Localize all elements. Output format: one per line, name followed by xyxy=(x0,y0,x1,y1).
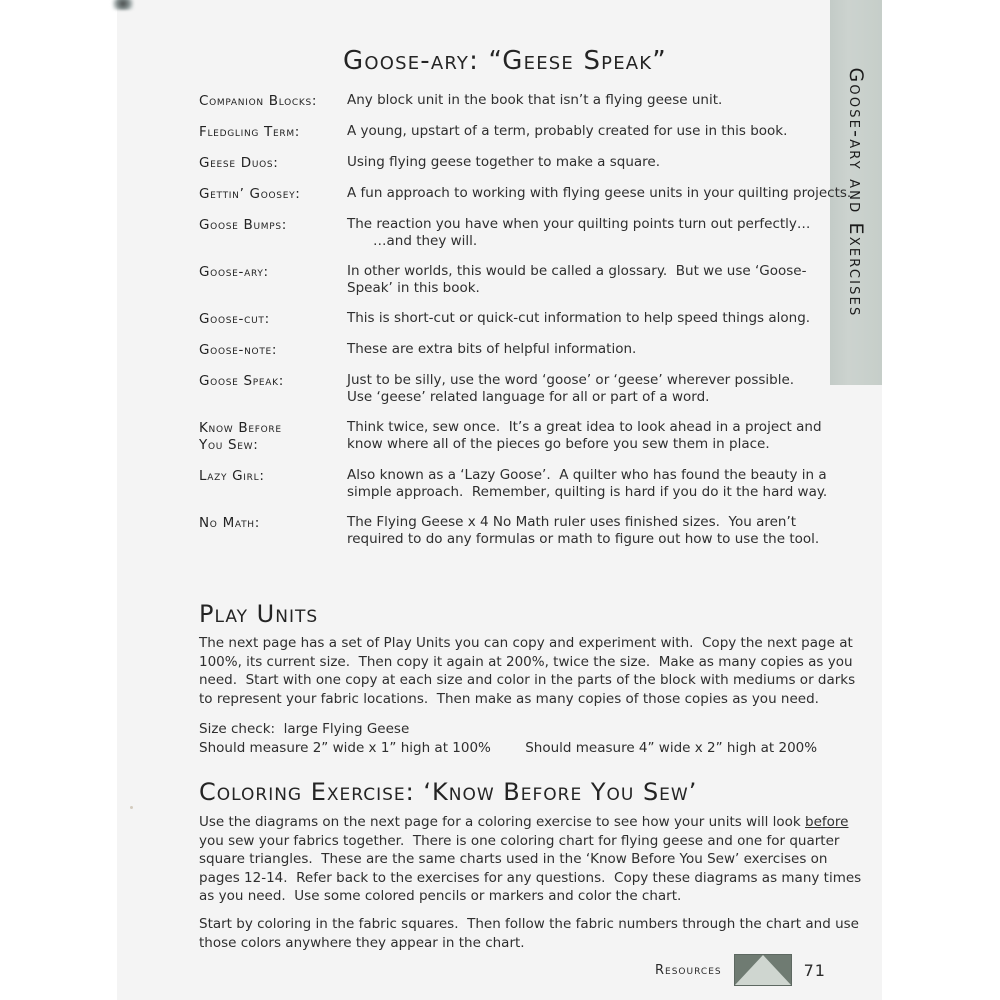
size-check-note xyxy=(199,720,829,757)
glossary-term-line: Goose-cut: xyxy=(199,311,270,327)
glossary-definition-line: In other worlds, this would be called a glossary. But we use ‘Goose- xyxy=(347,263,807,279)
glossary-definition xyxy=(347,467,827,501)
emphasis-before-word: before xyxy=(805,814,849,830)
glossary-definition-line: Use ‘geese’ related language for all or part of a word. xyxy=(347,389,710,405)
coloring-exercise-paragraph-2-line: those colors anywhere they appear in the chart. xyxy=(199,934,525,951)
glossary-definition xyxy=(347,372,819,406)
glossary-definition xyxy=(347,341,819,358)
glossary-term xyxy=(199,92,347,110)
glossary-entry xyxy=(199,216,819,250)
glossary-term xyxy=(199,263,347,281)
glossary-term-line: Goose Speak: xyxy=(199,373,285,389)
glossary-definition xyxy=(347,92,819,109)
glossary-definition xyxy=(347,514,819,548)
play-units-paragraph xyxy=(199,634,856,708)
coloring-exercise-heading: Coloring Exercise: ‘Know Before You Sew’ xyxy=(199,778,698,806)
play-units-paragraph-line: need. Start with one copy at each size and color in the parts of the block with mediums or darks xyxy=(199,672,856,688)
glossary-definition-line: Speak’ in this book. xyxy=(347,280,480,296)
glossary-list xyxy=(199,92,852,561)
flying-geese-unit-icon xyxy=(734,954,792,986)
coloring-exercise-paragraph-1 xyxy=(199,813,862,906)
glossary-definition xyxy=(347,154,819,171)
glossary-definition-line: Using flying geese together to make a square. xyxy=(347,154,661,170)
glossary-definition-line: Any block unit in the book that isn’t a flying geese unit. xyxy=(347,92,723,108)
glossary-entry xyxy=(199,154,819,172)
coloring-exercise-paragraph-1-line: square triangles. These are the same charts used in the ‘Know Before You Sew’ exercises on xyxy=(199,851,828,867)
glossary-entry xyxy=(199,467,828,501)
glossary-definition-line: These are extra bits of helpful information. xyxy=(347,341,637,357)
size-check-line: Should measure 2” wide x 1” high at 100% Should measure 4” wide x 2” high at 200% xyxy=(199,739,818,756)
coloring-exercise-paragraph-1-line xyxy=(199,813,849,832)
glossary-definition-line: The Flying Geese x 4 No Math ruler uses finished sizes. You aren’t xyxy=(347,514,797,530)
glossary-term xyxy=(199,216,347,234)
glossary-entry xyxy=(199,419,822,454)
glossary-term xyxy=(199,154,347,172)
glossary-term-line: Gettin’ Goosey: xyxy=(199,186,301,202)
glossary-entry xyxy=(199,92,819,110)
glossary-definition-line: This is short-cut or quick-cut information to help speed things along. xyxy=(347,310,811,326)
glossary-definition xyxy=(347,419,822,453)
glossary-term-line: You Sew: xyxy=(199,437,259,453)
glossary-entry xyxy=(199,263,819,297)
glossary-definition-line: A fun approach to working with flying geese units in your quilting projects. xyxy=(347,185,852,201)
footer-section-label: Resources xyxy=(655,962,722,978)
coloring-exercise-paragraph-1-line: you sew your fabrics together. There is one coloring chart for flying geese and one for quarter xyxy=(199,832,840,849)
coloring-exercise-paragraph-2 xyxy=(199,915,859,952)
glossary-term-line: Geese Duos: xyxy=(199,155,279,171)
glossary-entry xyxy=(199,341,819,359)
coloring-exercise-paragraph-1-line: pages 12-14. Refer back to the exercises for any questions. Copy these diagrams as many times xyxy=(199,869,862,886)
glossary-definition-line: simple approach. Remember, quilting is hard if you do it the hard way. xyxy=(347,484,828,500)
glossary-term-line: Goose-ary: xyxy=(199,264,269,280)
size-check-line: Size check: large Flying Geese xyxy=(199,721,410,737)
play-units-paragraph-line: to represent your fabric locations. Then make as many copies of those copies as you need. xyxy=(199,690,819,707)
glossary-term xyxy=(199,123,347,141)
play-units-paragraph-line: The next page has a set of Play Units you can copy and experiment with. Copy the next page at xyxy=(199,635,853,651)
scan-smudge-mark xyxy=(112,0,134,10)
glossary-term-line: Companion Blocks: xyxy=(199,93,318,109)
side-tab-label: Goose-ary and Exercises xyxy=(845,67,867,318)
play-units-heading: Play Units xyxy=(199,600,319,628)
glossary-term-line: Fledgling Term: xyxy=(199,124,301,140)
glossary-definition-line: Also known as a ‘Lazy Goose’. A quilter who has found the beauty in a xyxy=(347,467,827,483)
glossary-term xyxy=(199,185,347,203)
glossary-definition-line: Think twice, sew once. It’s a great idea to look ahead in a project and xyxy=(347,419,822,435)
glossary-entry xyxy=(199,372,819,406)
margin-speck-mark xyxy=(130,806,133,809)
play-units-paragraph-line: 100%, its current size. Then copy it again at 200%, twice the size. Make as many copies as you xyxy=(199,653,853,670)
glossary-definition xyxy=(347,263,819,297)
glossary-definition xyxy=(347,185,851,202)
glossary-term-line: Lazy Girl: xyxy=(199,468,265,484)
glossary-term-line: Goose-note: xyxy=(199,342,278,358)
glossary-entry xyxy=(199,310,819,328)
glossary-definition xyxy=(347,310,819,327)
glossary-definition xyxy=(347,216,819,250)
glossary-term xyxy=(199,372,347,390)
glossary-definition-line: The reaction you have when your quilting points turn out perfectly… xyxy=(347,216,811,232)
glossary-definition-line: Just to be silly, use the word ‘goose’ or ‘geese’ wherever possible. xyxy=(347,372,795,388)
glossary-entry xyxy=(199,185,852,203)
glossary-term-line: No Math: xyxy=(199,515,260,531)
glossary-term xyxy=(199,419,347,454)
page-footer xyxy=(655,954,826,986)
glossary-term xyxy=(199,341,347,359)
glossary-term xyxy=(199,514,347,532)
glossary-entry xyxy=(199,123,819,141)
coloring-paragraph-text: Use the diagrams on the next page for a coloring exercise to see how your units will look xyxy=(199,814,806,830)
glossary-term xyxy=(199,467,347,485)
glossary-definition-line: know where all of the pieces go before you sew them in place. xyxy=(347,436,770,452)
glossary-definition-line: A young, upstart of a term, probably created for use in this book. xyxy=(347,123,788,139)
glossary-definition xyxy=(347,123,819,140)
coloring-exercise-paragraph-2-line: Start by coloring in the fabric squares. Then follow the fabric numbers through the chart and use xyxy=(199,916,859,932)
glossary-entry xyxy=(199,514,819,548)
glossary-term-line: Goose Bumps: xyxy=(199,217,288,233)
flying-geese-triangle-icon xyxy=(735,955,791,985)
glossary-term xyxy=(199,310,347,328)
page-title: Goose-ary: “Geese Speak” xyxy=(343,46,667,76)
coloring-exercise-paragraph-1-line: as you need. Use some colored pencils or markers and color the chart. xyxy=(199,888,682,904)
page-number: 71 xyxy=(803,960,826,980)
glossary-definition-line: required to do any formulas or math to figure out how to use the tool. xyxy=(347,531,820,547)
glossary-definition-line: …and they will. xyxy=(373,233,478,249)
glossary-term-line: Know Before xyxy=(199,420,282,436)
